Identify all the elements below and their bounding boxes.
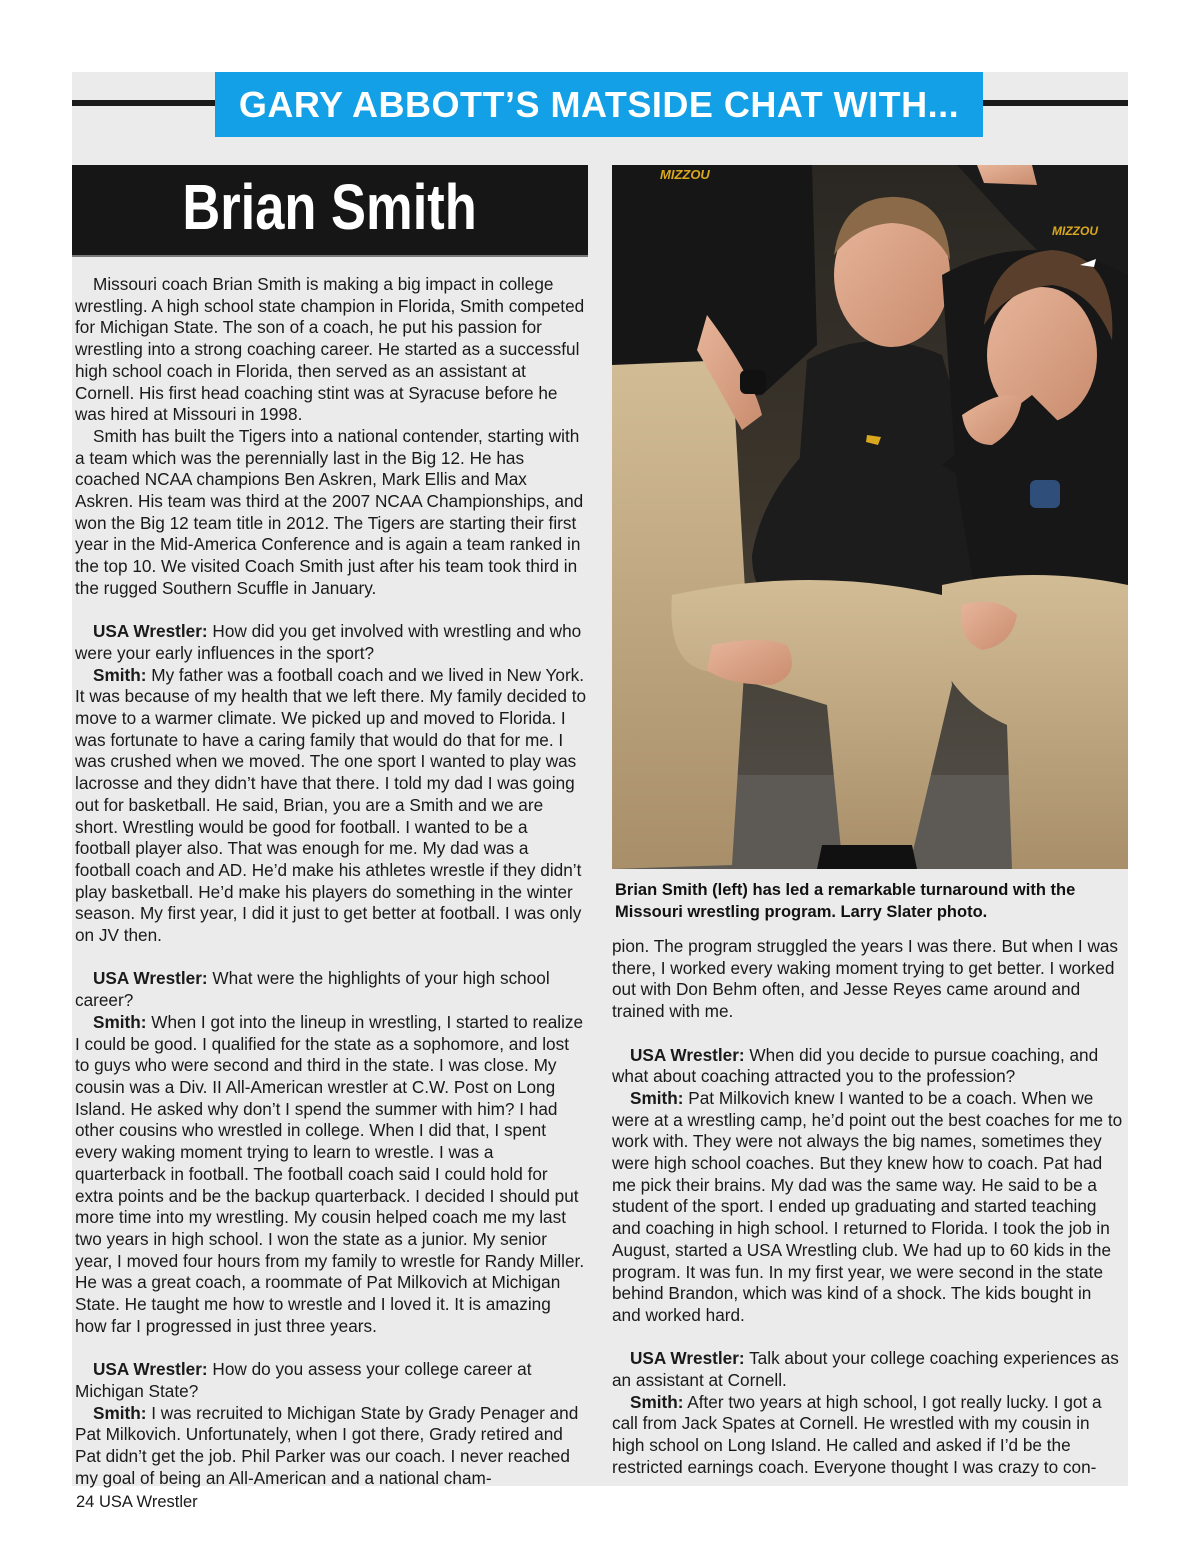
header-rule-right: [982, 100, 1128, 106]
question-label: USA Wrestler:: [630, 1044, 745, 1065]
answer-text: My father was a football coach and we lived in New York. It was because of my health that we left there. My family decided to move to a warmer climate. We picked up and moved to Florida. I was fortunate to have a caring family that would do that for me. I was crushed when we moved. The one sport I wanted to play was lacrosse and they didn’t have that there. I told my dad I was going out for basketball. He said, Brian, you are a Smith and we are short. Wrestling would be good for football. I wanted to be a football player also. That was enough for me. My dad was a football coach and AD. He’d make his athletes wrestle if they didn’t play basketball. He’d make his players do something in the winter season. My first year, I did it just to get better at football. I was only on JV then.: [75, 664, 587, 946]
answer-label: Smith:: [630, 1391, 684, 1412]
question-text: When did you decide to pursue coaching, and what about coaching attracted you to the profession?: [612, 1044, 1099, 1087]
question: [75, 1359, 587, 1402]
header-rule-left: [72, 100, 217, 106]
answer-text: I was recruited to Michigan State by Grady Penager and Pat Milkovich. Unfortunately, when I got there, Grady retired and Pat didn’t get the job. Phil Parker was our coach. I never reached my goal of being an All-American and a national cham-: [75, 1402, 579, 1488]
question: [75, 621, 587, 664]
answer: [612, 1088, 1124, 1327]
question-label: USA Wrestler:: [93, 968, 208, 989]
answer: [75, 1012, 587, 1338]
answer-continuation: pion. The program struggled the years I was there. But when I was there, I worked every waking moment trying to get better. I worked out with Don Behm often, and Jesse Reyes came around and trained with me.: [612, 936, 1119, 1022]
page-footer: [76, 1493, 198, 1512]
publication-name: USA Wrestler: [98, 1493, 198, 1511]
answer-label: Smith:: [93, 1402, 147, 1423]
question-text: Talk about your college coaching experiences as an assistant at Cornell.: [612, 1348, 1119, 1391]
shirt-logo-text: MIZZOU: [1052, 224, 1098, 238]
answer-label: Smith:: [93, 664, 147, 685]
question: [75, 968, 587, 1011]
interviewee-name: Brian Smith: [182, 171, 478, 243]
question-text: How did you get involved with wrestling and who were your early influences in the sport?: [75, 621, 582, 663]
coach-photo-illustration: [612, 165, 1128, 869]
page-number: 24: [76, 1493, 95, 1511]
answer-text: When I got into the lineup in wrestling, I started to realize I could be good. I qualified for the state as a sophomore, and lost to guys who were second and third in the state. I was close. My cousin was a Div. II All-American wrestler at C.W. Post on Long Island. He asked why don’t I spend the summer with him? I had other cousins who wrestled in college. When I did that, I spent every waking moment trying to learn to wrestle. I was a quarterback in football. The football coach said I could hold for extra points and be the backup quarterback. I decided I should put more time into my wrestling. My cousin helped coach me my last two years in high school. I won the state as a junior. My senior year, I moved four hours from my family to wrestle for Randy Miller. He was a great coach, a roommate of Pat Milkovich at Michigan State. He taught me how to wrestle and I loved it. It is amazing how far I progressed in just three years.: [75, 1011, 585, 1336]
interviewee-name-bar: [72, 165, 588, 257]
article-column-right: [612, 936, 1124, 1479]
question-label: USA Wrestler:: [93, 1359, 208, 1380]
shirt-logo-text: MIZZOU: [660, 167, 710, 182]
answer: [612, 1392, 1124, 1479]
article-column-left: [75, 274, 587, 1489]
answer: [75, 665, 587, 947]
column-banner: GARY ABBOTT’S MATSIDE CHAT WITH...: [215, 72, 983, 137]
question-text: How do you assess your college career at Michigan State?: [75, 1359, 532, 1401]
question-label: USA Wrestler:: [630, 1348, 745, 1369]
question: [612, 1045, 1124, 1088]
question: [612, 1348, 1124, 1391]
answer-label: Smith:: [93, 1011, 147, 1032]
question-text: What were the highlights of your high school career?: [75, 968, 550, 1011]
answer-text: Pat Milkovich knew I wanted to be a coach. When we were at a wrestling camp, he’d point out the best coaches for me to work with. They were not always the big names, sometimes they were high school coaches. But they knew how to coach. Pat had me pick their brains. My dad was the same way. He said to be a student of the sport. I ended up graduating and started teaching and coaching in high school. I returned to Florida. I took the job in August, started a USA Wrestling club. We had up to 60 kids in the program. It was fun. In my first year, we were second in the state behind Brandon, which was kind of a shock. The kids bought in and worked hard.: [612, 1087, 1123, 1325]
coach-photo: [612, 165, 1128, 869]
intro-paragraph: Missouri coach Brian Smith is making a big impact in college wrestling. A high school state champion in Florida, Smith competed for Michigan State. The son of a coach, he put his passion for wrestling into a strong coaching career. He started as a successful high school coach in Florida, then served as an assistant at Cornell. His first head coaching stint was at Syracuse before he was hired at Missouri in 1998.: [75, 274, 585, 425]
answer-text: After two years at high school, I got really lucky. I got a call from Jack Spates at Cornell. He wrestled with my cousin in high school on Long Island. He called and asked if I’d be the restricted earnings coach. Everyone thought I was crazy to con-: [612, 1391, 1102, 1477]
photo-caption: Brian Smith (left) has led a remarkable turnaround with the Missouri wrestling program. Larry Slater photo.: [615, 881, 1076, 921]
answer: [75, 1403, 587, 1490]
answer-label: Smith:: [630, 1087, 684, 1108]
question-label: USA Wrestler:: [93, 621, 208, 642]
intro-paragraph: Smith has built the Tigers into a national contender, starting with a team which was the perennially last in the Big 12. He has coached NCAA champions Ben Askren, Mark Ellis and Max Askren. His team was third at the 2007 NCAA Championships, and won the Big 12 team title in 2012. The Tigers are starting their first year in the Mid-America Conference and is again a team ranked in the top 10. We visited Coach Smith just after his team took third in the rugged Southern Scuffle in January.: [75, 425, 584, 598]
